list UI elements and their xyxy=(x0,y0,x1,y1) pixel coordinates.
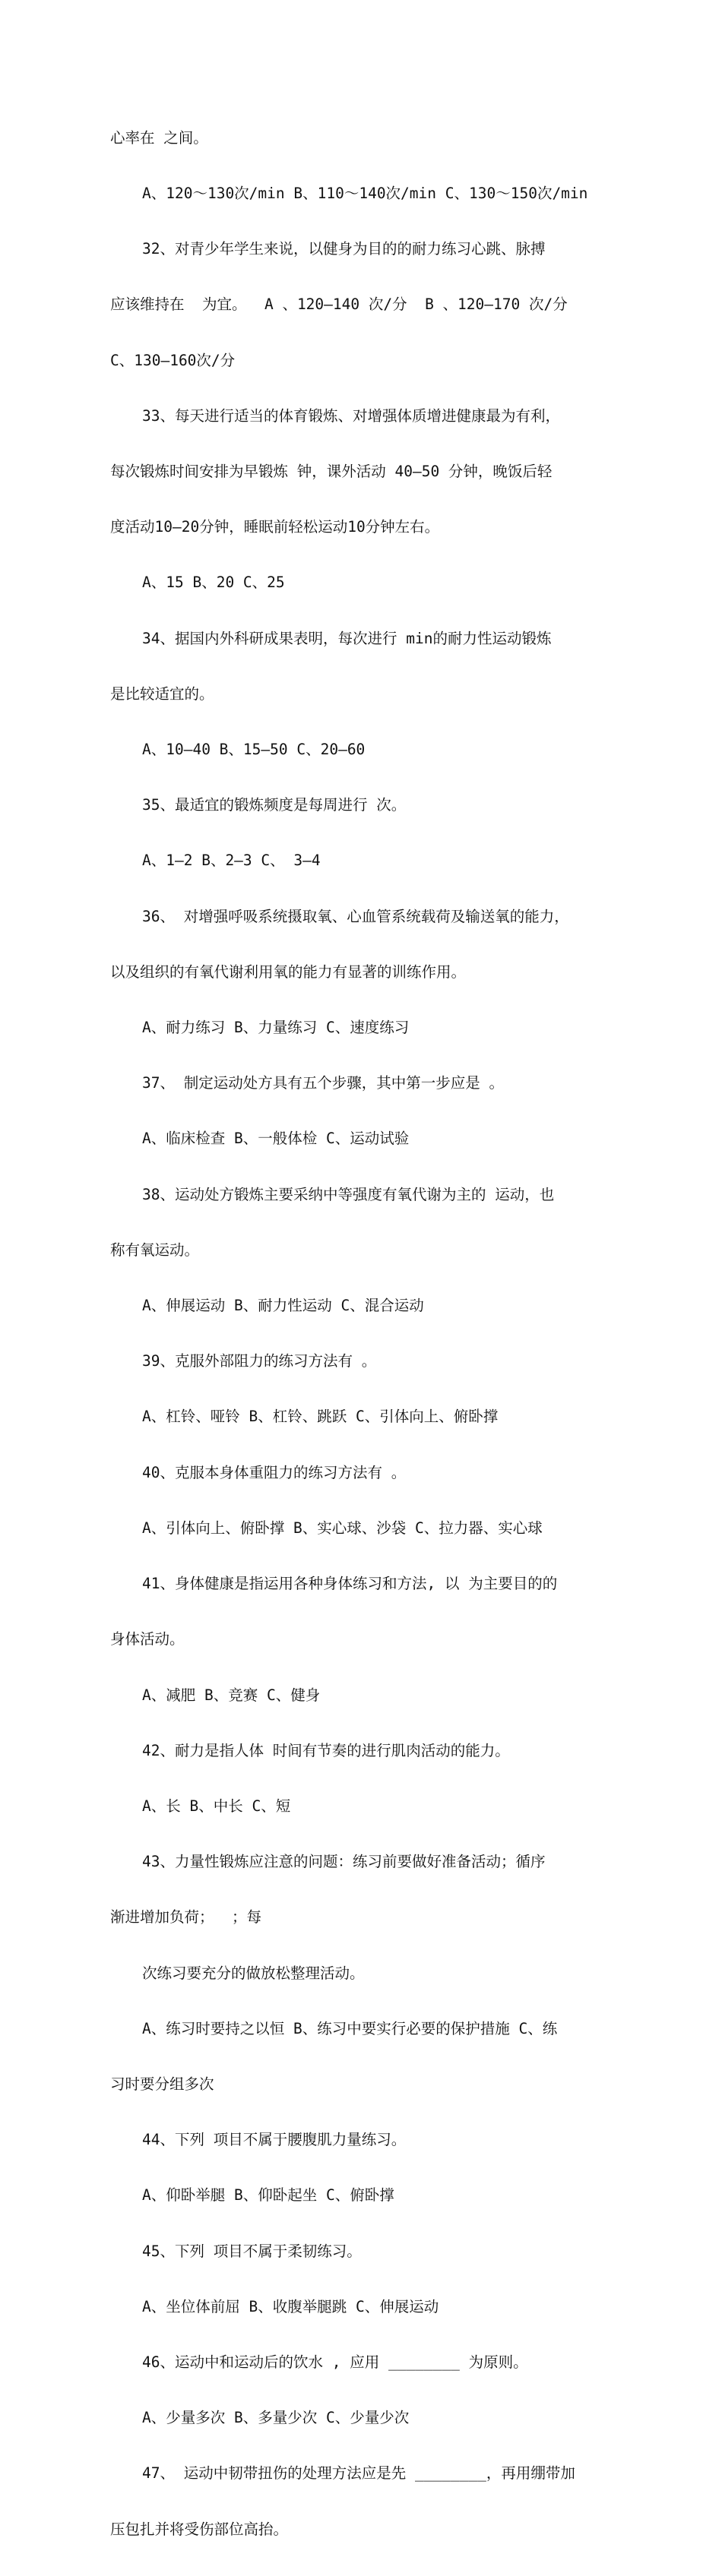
text-line: 是比较适宜的。 xyxy=(110,684,214,703)
answer-options: A、伸展运动 B、耐力性运动 C、混合运动 xyxy=(142,1297,424,1315)
answer-options: A、临床检查 B、一般体检 C、运动试验 xyxy=(142,1130,410,1148)
answer-options: A、120～130次/min B、110～140次/min C、130～150次/min xyxy=(142,185,588,203)
answer-options: A、少量多次 B、多量少次 C、少量少次 xyxy=(142,2409,410,2427)
answer-options: A、坐位体前屈 B、收腹举腿跳 C、伸展运动 xyxy=(142,2297,439,2315)
question-37: 37、 制定运动处方具有五个步骤，其中第一步应是 。 xyxy=(142,1074,504,1092)
text-line: 称有氧运动。 xyxy=(110,1241,200,1259)
question-43: 43、力量性锻炼应注意的问题：练习前要做好准备活动；循序 xyxy=(142,1853,546,1871)
question-47: 47、 运动中韧带扭伤的处理方法应是先 ________，再用绷带加 xyxy=(142,2464,575,2483)
question-39: 39、克服外部阻力的练习方法有 。 xyxy=(142,1352,377,1370)
question-36: 36、 对增强呼吸系统摄取氧、心血管系统载荷及输送氧的能力， xyxy=(142,907,569,925)
answer-options: A、仰卧举腿 B、仰卧起坐 C、俯卧撑 xyxy=(142,2186,394,2205)
text-line: 每次锻炼时间安排为早锻炼 钟，课外活动 40—50 分钟，晚饭后轻 xyxy=(110,463,553,481)
question-33: 33、每天进行适当的体育锻炼、对增强体质增进健康最为有利， xyxy=(142,406,560,425)
question-35: 35、最适宜的锻炼频度是每周进行 次。 xyxy=(142,796,407,814)
question-40: 40、克服本身体重阻力的练习方法有 。 xyxy=(142,1463,407,1481)
question-41: 41、身体健康是指运用各种身体练习和方法, 以 为主要目的的 xyxy=(142,1575,558,1593)
answer-options: A、长 B、中长 C、短 xyxy=(142,1797,291,1815)
question-42: 42、耐力是指人体 时间有节奏的进行肌肉活动的能力。 xyxy=(142,1741,510,1759)
question-34: 34、据国内外科研成果表明，每次进行 min的耐力性运动锻炼 xyxy=(142,629,552,647)
text-line: 身体活动。 xyxy=(110,1630,185,1648)
text-line: 渐进增加负荷； ；每 xyxy=(110,1908,261,1926)
question-46: 46、运动中和运动后的饮水 , 应用 ________ 为原则。 xyxy=(142,2353,528,2371)
text-line: 以及组织的有氧代谢利用氧的能力有显著的训练作用。 xyxy=(110,962,467,981)
text-line: C、130—160次/分 xyxy=(110,351,236,369)
text-line: 应该维持在 为宜。 A 、120—140 次/分 B 、120—170 次/分 xyxy=(110,296,568,314)
answer-options: A、练习时要持之以恒 B、练习中要实行必要的保护措施 C、练 xyxy=(142,2019,558,2037)
text-line: 度活动10—20分钟，睡眠前轻松运动10分钟左右。 xyxy=(110,518,440,536)
question-44: 44、下列 项目不属于腰腹肌力量练习。 xyxy=(142,2131,407,2149)
answer-options: A、耐力练习 B、力量练习 C、速度练习 xyxy=(142,1019,410,1037)
text-line: 次练习要充分的做放松整理活动。 xyxy=(142,1964,365,1982)
document-body xyxy=(110,92,627,2576)
answer-options: A、减肥 B、竞赛 C、健身 xyxy=(142,1686,321,1704)
text-line: 压包扎并将受伤部位高抬。 xyxy=(110,2520,289,2538)
answer-options: A、引体向上、俯卧撑 B、实心球、沙袋 C、拉力器、实心球 xyxy=(142,1519,543,1537)
answer-options: A、杠铃、哑铃 B、杠铃、跳跃 C、引体向上、俯卧撑 xyxy=(142,1408,499,1426)
question-38: 38、运动处方锻炼主要采纳中等强度有氧代谢为主的 运动，也 xyxy=(142,1185,555,1203)
question-45: 45、下列 项目不属于柔韧练习。 xyxy=(142,2242,362,2260)
answer-options: A、10—40 B、15—50 C、20—60 xyxy=(142,741,366,759)
text-line: 习时要分组多次 xyxy=(110,2075,214,2093)
text-line: 心率在 之间。 xyxy=(110,128,208,147)
answer-options: A、1—2 B、2—3 C、 3—4 xyxy=(142,852,321,870)
question-32: 32、对青少年学生来说，以健身为目的的耐力练习心跳、脉搏 xyxy=(142,240,546,258)
answer-options: A、15 B、20 C、25 xyxy=(142,574,285,592)
